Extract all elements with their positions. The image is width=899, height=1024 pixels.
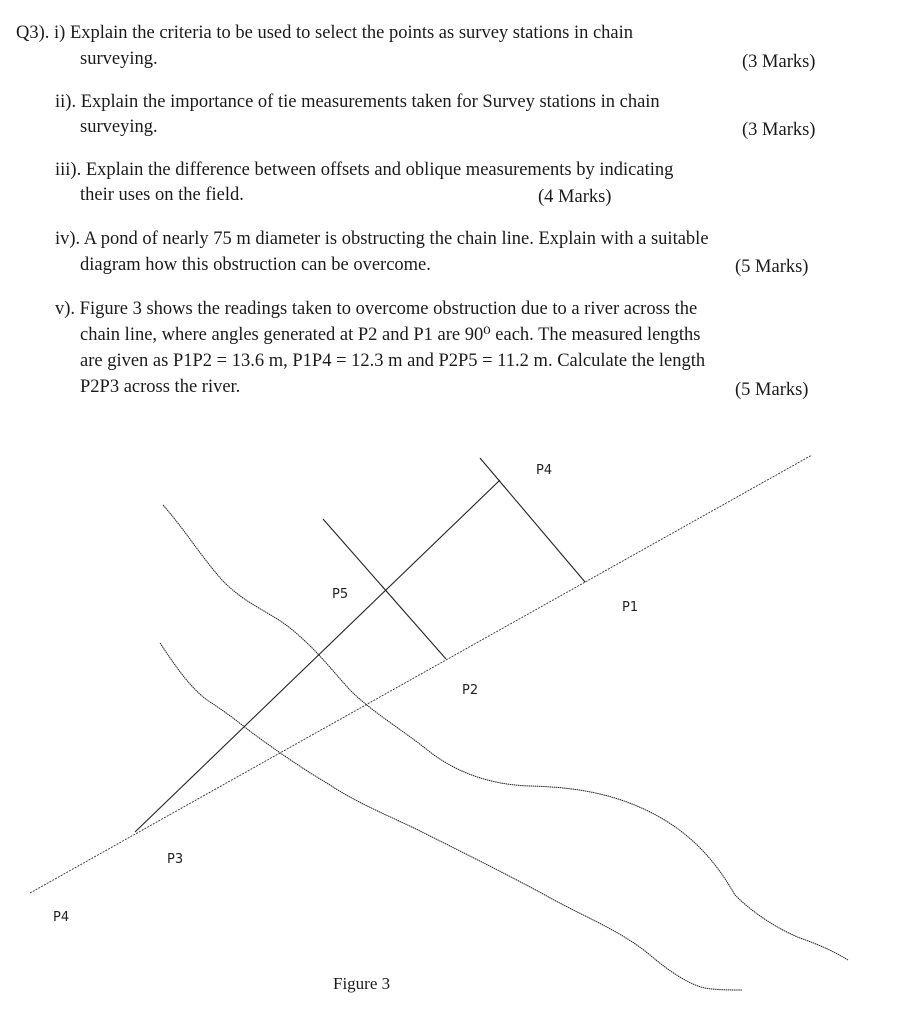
- q3-iv-marks: (5 Marks): [735, 257, 809, 277]
- q3-v-line-3: are given as P1P2 = 13.6 m, P1P4 = 12.3 m and P2P5 = 11.2 m. Calculate the length: [80, 351, 706, 371]
- q3-v-line-1: v). Figure 3 shows the readings taken to overcome obstruction due to a river across the: [55, 299, 698, 319]
- q3-iv-line-2: diagram how this obstruction can be overcome.: [80, 255, 431, 275]
- q3-iii-line-1: iii). Explain the difference between offsets and oblique measurements by indicating: [55, 160, 674, 180]
- label-p4-bottom: P4: [53, 910, 70, 925]
- q3-v-line-4: P2P3 across the river.: [80, 377, 241, 397]
- q3-ii-line-2: surveying.: [80, 117, 158, 137]
- q3-i-line-1: Q3). i) Explain the criteria to be used to select the points as survey stations in chain: [16, 23, 634, 43]
- label-p2: P2: [462, 683, 479, 698]
- river-bank-lower: [160, 643, 742, 990]
- figure-caption: Figure 3: [333, 974, 391, 993]
- chain-line: [30, 455, 812, 893]
- q3-i-line-2: surveying.: [80, 49, 158, 69]
- q3-iii-line-2: their uses on the field.: [80, 185, 244, 205]
- label-p4-top: P4: [536, 463, 553, 478]
- label-p5: P5: [332, 587, 349, 602]
- q3-ii-line-1: ii). Explain the importance of tie measurements taken for Survey stations in chain: [55, 92, 660, 112]
- q3-iv-line-1: iv). A pond of nearly 75 m diameter is obstructing the chain line. Explain with a suitable: [55, 229, 709, 249]
- q3-i-marks: (3 Marks): [742, 52, 816, 72]
- q3-v-line-2: chain line, where angles generated at P2 and P1 are 90⁰ each. The measured lengths: [80, 325, 701, 345]
- label-p1: P1: [622, 600, 639, 615]
- perpendicular-p1: [480, 458, 585, 582]
- line-p3-p4: [135, 480, 500, 832]
- q3-iii-marks: (4 Marks): [538, 187, 612, 207]
- q3-v-marks: (5 Marks): [735, 380, 809, 400]
- river-bank-upper: [163, 505, 848, 960]
- label-p3: P3: [167, 852, 184, 867]
- q3-ii-marks: (3 Marks): [742, 120, 816, 140]
